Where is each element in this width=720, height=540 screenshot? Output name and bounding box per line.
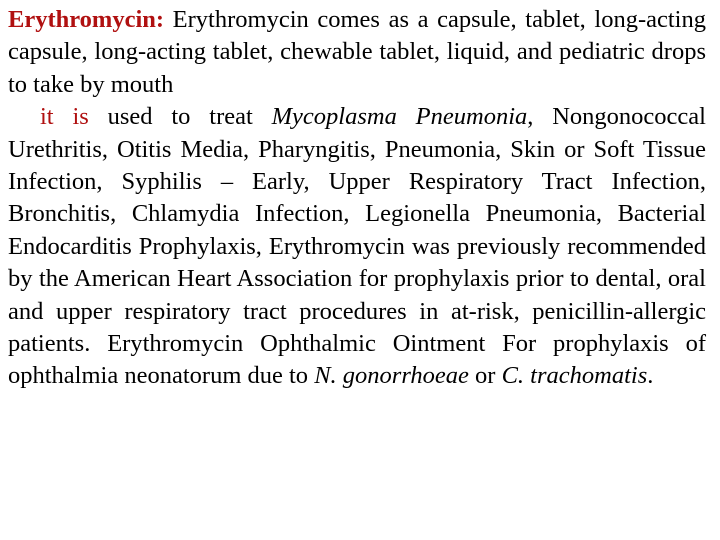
species-trachomatis: C. trachomatis [501,362,648,390]
slide-text-block [8,4,706,393]
dosage-forms-text: Erythromycin comes as a capsule, tablet, long-acting capsule, long-acting tablet, chewable tablet, liquid, and pediatric drops to take by mouth [8,6,706,98]
drug-name: Erythromycin [8,6,156,33]
drug-name-colon: : [155,6,165,33]
drug-name-heading [8,6,164,33]
indications-text: , Nongonococcal Urethritis, Otitis Media, Pharyngitis, Pneumonia, Skin or Soft Tissue Infection, Syphilis – Early, Upper Respiratory Tract Infection, Bronchitis, Chlamydia Infection, Legionella Pneumonia, Bacterial Endocarditis Prophylaxis, Erythromycin was previously recommended by the American Heart Association for prophylaxis prior to dental, oral and upper respiratory tract procedures in at-risk, penicillin-allergic patients. Erythromycin Ophthalmic Ointment For prophylaxis of ophthalmia neonatorum due to [8,103,706,390]
indications-lead: it is [40,103,89,131]
species-gonorrhoeae: N. gonorrhoeae [314,362,469,390]
paragraph-indications [8,101,706,393]
mycoplasma-term: Mycoplasma Pneumonia [271,103,528,131]
species-conjunction: or [468,362,502,390]
final-period: . [647,362,654,390]
indications-intro: used to treat [88,103,272,131]
paragraph-description [8,4,706,101]
